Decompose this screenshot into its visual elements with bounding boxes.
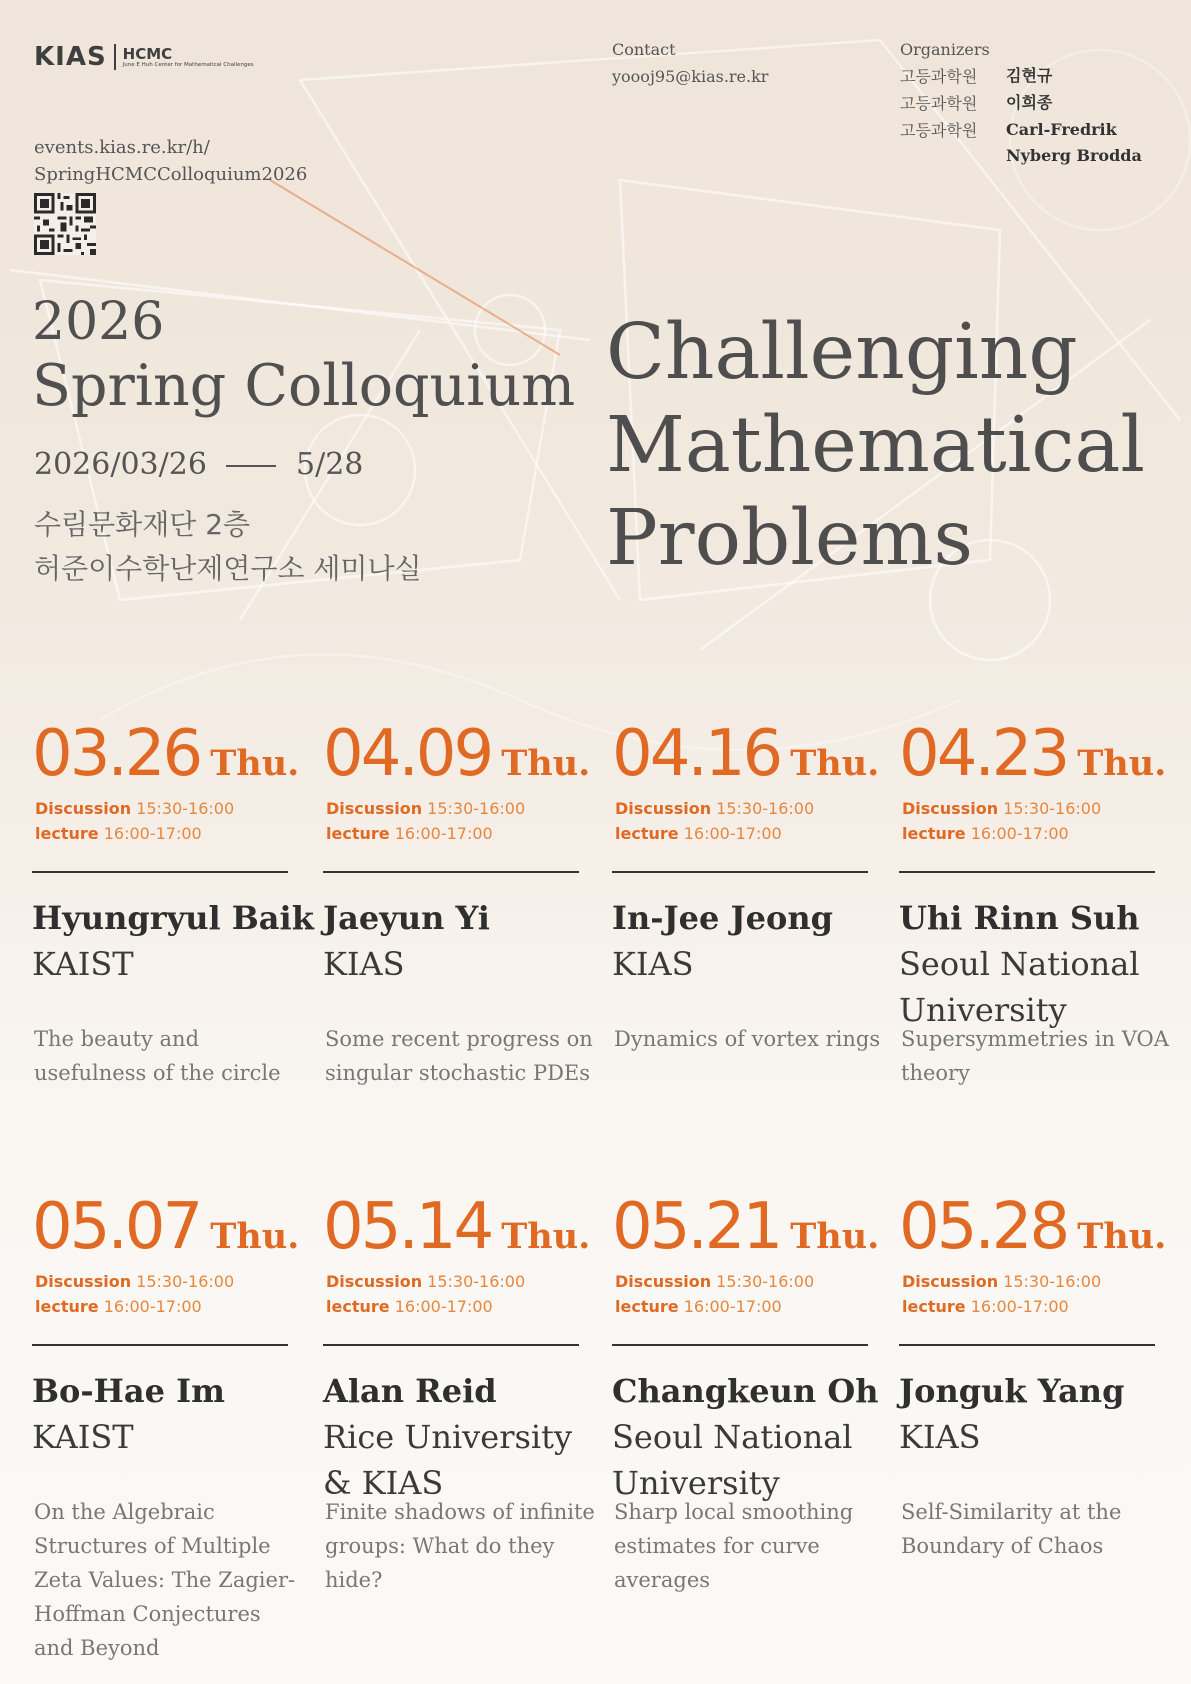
session-times	[899, 796, 1159, 846]
session-divider	[32, 871, 288, 873]
lecture-time: 16:00-17:00	[970, 824, 1069, 843]
discussion-time: 15:30-16:00	[427, 799, 526, 818]
session-date	[32, 1189, 300, 1265]
talk-title: Finite shadows of infinite groups: What do they hide?	[325, 1500, 595, 1592]
session-date-number: 05.28	[899, 1190, 1068, 1264]
hcmc-logo-title: HCMC	[122, 45, 173, 63]
lecture-time: 16:00-17:00	[394, 824, 493, 843]
session-date	[612, 1189, 880, 1265]
lecture-label: lecture	[902, 824, 966, 843]
event-year: 2026	[32, 292, 165, 352]
organizer-row	[900, 90, 1146, 117]
session-times	[323, 1269, 583, 1319]
title-line: Mathematical	[606, 401, 1145, 490]
speaker-affiliation: KAIST	[32, 945, 134, 983]
session-date-number: 05.07	[32, 1190, 201, 1264]
title-line: Challenging	[606, 308, 1078, 397]
discussion-label: Discussion	[902, 799, 999, 818]
event-season: Spring Colloquium	[32, 353, 576, 419]
organizer-name: 이희종	[1006, 93, 1053, 112]
session-date	[899, 716, 1167, 792]
session-divider	[899, 1344, 1155, 1346]
session-weekday: Thu.	[210, 1216, 300, 1257]
speaker-name: Changkeun Oh	[612, 1372, 879, 1410]
hcmc-logo-subtitle: June E Huh Center for Mathematical Challenges	[122, 62, 254, 68]
discussion-label: Discussion	[615, 799, 712, 818]
session-times	[32, 796, 292, 846]
session-card	[323, 716, 593, 1085]
speaker-name: Uhi Rinn Suh	[899, 899, 1140, 937]
event-website[interactable]	[34, 134, 307, 188]
session-date-number: 04.09	[323, 717, 492, 791]
discussion-label: Discussion	[35, 799, 132, 818]
speaker-name: Bo-Hae Im	[32, 1372, 225, 1410]
session-date	[32, 716, 300, 792]
session-weekday: Thu.	[790, 1216, 880, 1257]
discussion-label: Discussion	[326, 1272, 423, 1291]
session-date	[899, 1189, 1167, 1265]
lecture-label: lecture	[615, 824, 679, 843]
talk-title: Sharp local smoothing estimates for curve averages	[614, 1500, 854, 1592]
speaker-name: Alan Reid	[323, 1372, 497, 1410]
session-divider	[323, 1344, 579, 1346]
session-times	[612, 796, 872, 846]
lecture-time: 16:00-17:00	[970, 1297, 1069, 1316]
session-card	[32, 1189, 300, 1660]
session-weekday: Thu.	[790, 743, 880, 784]
discussion-time: 15:30-16:00	[136, 799, 235, 818]
contact-email[interactable]: yoooj95@kias.re.kr	[612, 67, 769, 86]
contact-block	[612, 36, 768, 90]
talk-title: Some recent progress on singular stochastic PDEs	[325, 1027, 593, 1085]
organizer-institute: 고등과학원	[900, 67, 978, 86]
organizer-institute: 고등과학원	[900, 94, 978, 113]
session-weekday: Thu.	[1077, 743, 1167, 784]
speaker-name: Hyungryul Baik	[32, 899, 314, 937]
title-line: Problems	[606, 494, 973, 583]
event-date-range	[34, 445, 363, 485]
speaker-affiliation: KIAS	[899, 1418, 981, 1456]
lecture-time: 16:00-17:00	[394, 1297, 493, 1316]
talk-title: The beauty and usefulness of the circle	[34, 1027, 281, 1085]
session-date-number: 03.26	[32, 717, 201, 791]
session-divider	[899, 871, 1155, 873]
session-weekday: Thu.	[210, 743, 300, 784]
session-card	[32, 716, 314, 1085]
lecture-time: 16:00-17:00	[103, 1297, 202, 1316]
session-card	[899, 716, 1169, 1085]
lecture-label: lecture	[326, 1297, 390, 1316]
organizer-name: Carl-Fredrik Nyberg Brodda	[1006, 120, 1142, 165]
lecture-label: lecture	[35, 1297, 99, 1316]
discussion-time: 15:30-16:00	[1003, 1272, 1102, 1291]
kias-hcmc-logo	[34, 42, 254, 72]
lecture-label: lecture	[902, 1297, 966, 1316]
speaker-affiliation: Seoul National University	[612, 1418, 853, 1502]
session-card	[612, 716, 881, 1051]
discussion-time: 15:30-16:00	[427, 1272, 526, 1291]
logo-divider	[114, 44, 116, 70]
speaker-name: Jaeyun Yi	[323, 899, 490, 937]
session-weekday: Thu.	[501, 1216, 591, 1257]
session-card	[612, 1189, 880, 1592]
session-divider	[32, 1344, 288, 1346]
talk-title: On the Algebraic Structures of Multiple Zeta Values: The Zagier- Hoffman Conjectures and Beyond	[34, 1500, 296, 1660]
talk-title: Self-Similarity at the Boundary of Chaos	[901, 1500, 1122, 1558]
discussion-time: 15:30-16:00	[716, 1272, 815, 1291]
discussion-label: Discussion	[902, 1272, 999, 1291]
organizer-name: 김현규	[1006, 66, 1053, 85]
session-times	[32, 1269, 292, 1319]
session-card	[899, 1189, 1167, 1558]
kias-logo-text: KIAS	[34, 42, 107, 72]
lecture-time: 16:00-17:00	[103, 824, 202, 843]
date-range-dash	[226, 465, 276, 467]
venue-line-1: 수림문화재단 2층	[34, 508, 251, 541]
organizer-institute: 고등과학원	[900, 121, 978, 140]
session-weekday: Thu.	[501, 743, 591, 784]
organizer-row	[900, 117, 1146, 169]
lecture-time: 16:00-17:00	[683, 1297, 782, 1316]
session-divider	[612, 1344, 868, 1346]
hcmc-logo	[123, 46, 254, 68]
lecture-time: 16:00-17:00	[683, 824, 782, 843]
speaker-name: Jonguk Yang	[899, 1372, 1125, 1410]
lecture-label: lecture	[326, 824, 390, 843]
discussion-time: 15:30-16:00	[716, 799, 815, 818]
date-start: 2026/03/26	[34, 447, 207, 482]
speaker-affiliation: Rice University & KIAS	[323, 1418, 573, 1502]
website-line-1: events.kias.re.kr/h/	[34, 137, 210, 158]
talk-title: Supersymmetries in VOA theory	[901, 1027, 1169, 1085]
session-divider	[323, 871, 579, 873]
speaker-affiliation: KIAS	[323, 945, 405, 983]
organizer-row	[900, 63, 1146, 90]
session-date	[323, 716, 591, 792]
session-date	[612, 716, 880, 792]
discussion-time: 15:30-16:00	[1003, 799, 1102, 818]
date-end: 5/28	[296, 447, 364, 482]
contact-label: Contact	[612, 40, 676, 59]
discussion-label: Discussion	[615, 1272, 712, 1291]
website-line-2: SpringHCMCColloquium2026	[34, 164, 308, 185]
session-times	[612, 1269, 872, 1319]
poster-title	[606, 306, 1145, 585]
speaker-affiliation: Seoul National University	[899, 945, 1140, 1029]
speaker-affiliation: KIAS	[612, 945, 694, 983]
organizers-block	[900, 36, 1146, 169]
discussion-time: 15:30-16:00	[136, 1272, 235, 1291]
speaker-name: In-Jee Jeong	[612, 899, 833, 937]
lecture-label: lecture	[615, 1297, 679, 1316]
session-date-number: 05.21	[612, 1190, 781, 1264]
event-venue	[34, 503, 422, 591]
speaker-affiliation: KAIST	[32, 1418, 134, 1456]
talk-title: Dynamics of vortex rings	[614, 1027, 881, 1051]
qr-code-icon[interactable]	[34, 193, 96, 255]
lecture-label: lecture	[35, 824, 99, 843]
session-divider	[612, 871, 868, 873]
session-date-number: 04.23	[899, 717, 1068, 791]
venue-line-2: 허준이수학난제연구소 세미나실	[34, 552, 422, 585]
session-date	[323, 1189, 591, 1265]
session-date-number: 05.14	[323, 1190, 492, 1264]
session-times	[899, 1269, 1159, 1319]
organizers-label: Organizers	[900, 40, 990, 59]
discussion-label: Discussion	[326, 799, 423, 818]
session-date-number: 04.16	[612, 717, 781, 791]
session-times	[323, 796, 583, 846]
session-card	[323, 1189, 595, 1592]
discussion-label: Discussion	[35, 1272, 132, 1291]
session-weekday: Thu.	[1077, 1216, 1167, 1257]
